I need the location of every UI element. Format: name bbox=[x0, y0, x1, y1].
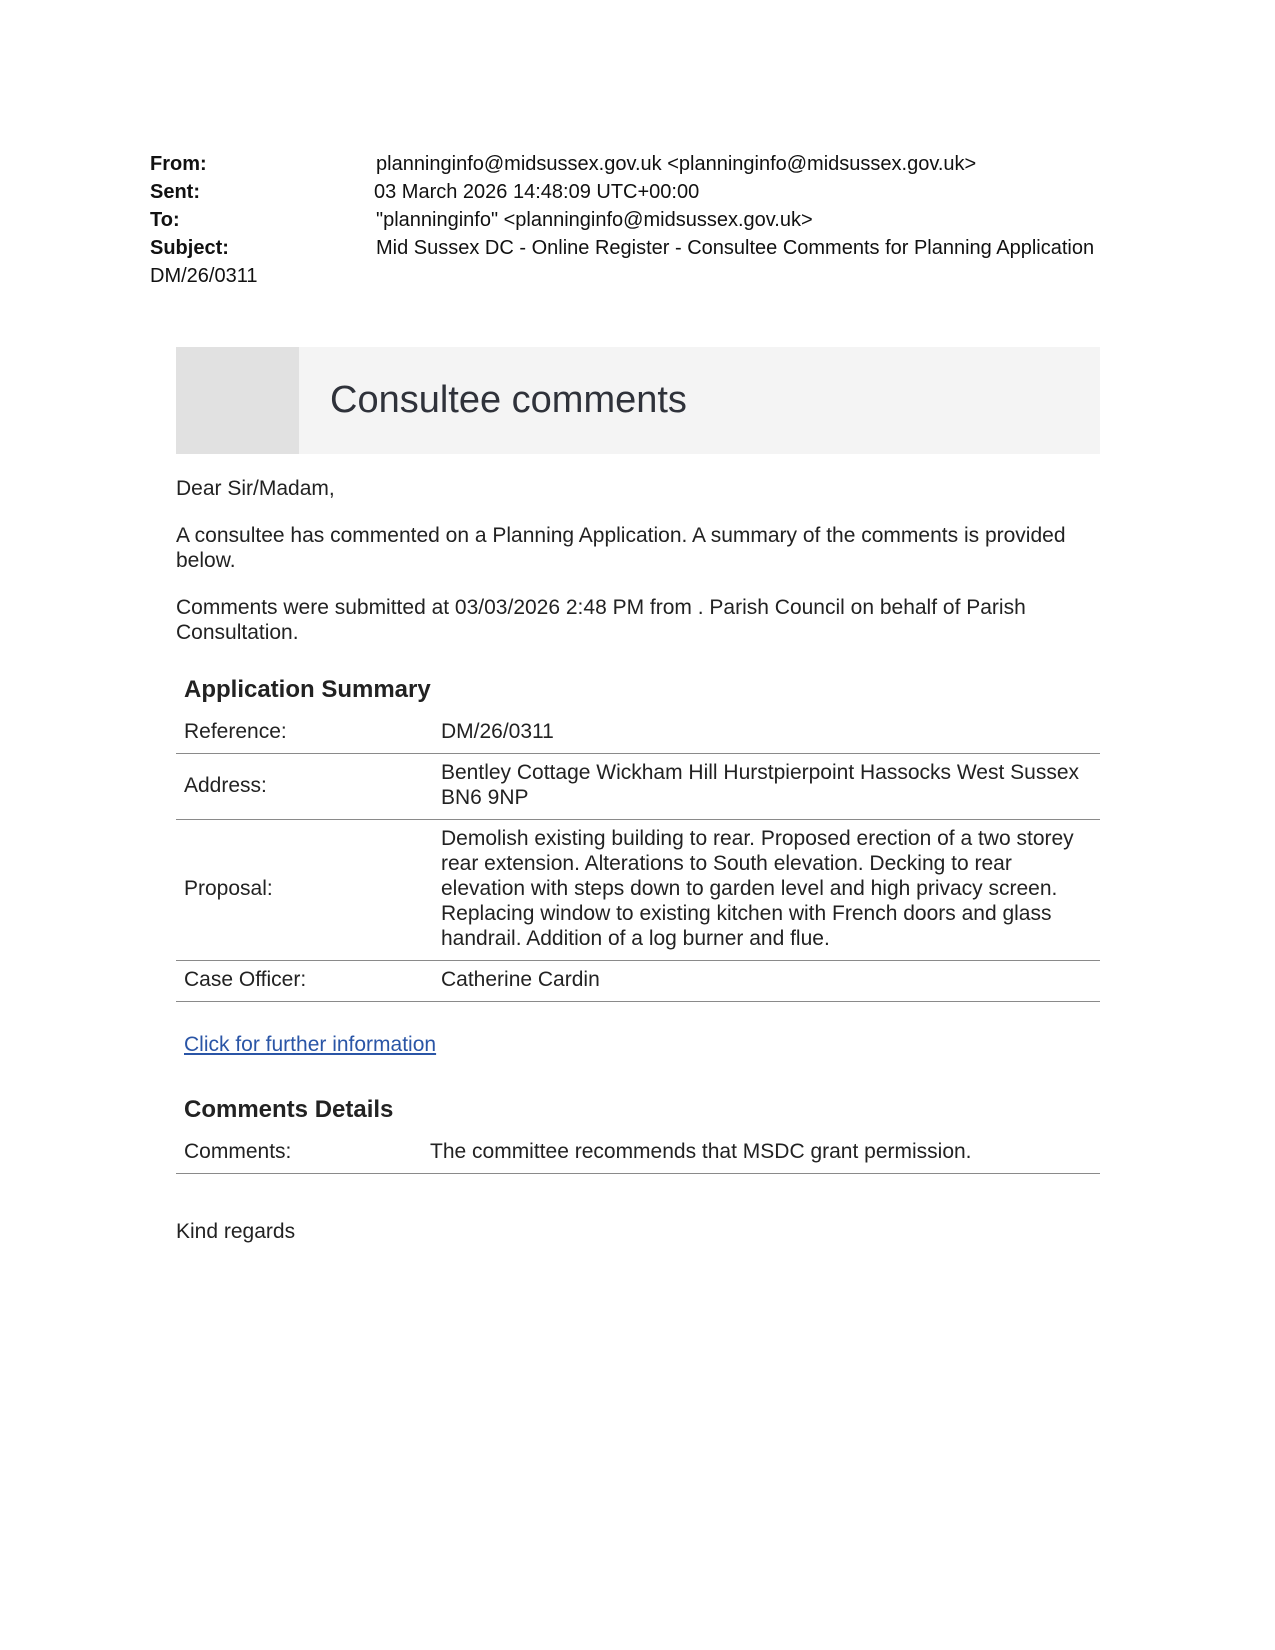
banner bbox=[176, 347, 1100, 454]
proposal-label: Proposal: bbox=[176, 820, 441, 961]
table-row bbox=[176, 820, 1100, 961]
subject-label: Subject: bbox=[150, 237, 229, 259]
application-summary-title: Application Summary bbox=[184, 676, 431, 703]
sent-row bbox=[150, 178, 1160, 206]
submitted-text: Comments were submitted at 03/03/2026 2:48 PM from . Parish Council on behalf of Parish Consultation. bbox=[176, 596, 1026, 644]
table-row bbox=[176, 961, 1100, 1002]
comments-table bbox=[176, 1133, 1100, 1174]
subject-value: Mid Sussex DC - Online Register - Consultee Comments for Planning Application bbox=[376, 237, 1095, 259]
reference-label: Reference: bbox=[176, 713, 441, 754]
address-label: Address: bbox=[176, 754, 441, 820]
further-info-link[interactable]: Click for further information bbox=[184, 1033, 437, 1056]
subject-overflow: DM/26/0311 bbox=[150, 265, 258, 287]
subject-row bbox=[150, 234, 1160, 262]
from-row bbox=[150, 150, 1160, 178]
address-value: Bentley Cottage Wickham Hill Hurstpierpoint Hassocks West Sussex BN6 9NP bbox=[441, 754, 1100, 820]
intro-text: A consultee has commented on a Planning Application. A summary of the comments is provided below. bbox=[176, 524, 1066, 572]
sent-value: 03 March 2026 14:48:09 UTC+00:00 bbox=[374, 181, 700, 203]
reference-value: DM/26/0311 bbox=[441, 713, 1100, 754]
comments-details-title: Comments Details bbox=[184, 1096, 394, 1123]
from-value: planninginfo@midsussex.gov.uk <planninginfo@midsussex.gov.uk> bbox=[376, 153, 977, 175]
from-label: From: bbox=[150, 153, 207, 175]
comments-value: The committee recommends that MSDC grant permission. bbox=[430, 1133, 1100, 1174]
application-summary-table bbox=[176, 713, 1100, 1002]
sign-off: Kind regards bbox=[176, 1220, 296, 1243]
table-row bbox=[176, 1133, 1100, 1174]
to-row bbox=[150, 206, 1160, 234]
table-row bbox=[176, 713, 1100, 754]
greeting: Dear Sir/Madam, bbox=[176, 477, 335, 500]
page-title: Consultee comments bbox=[330, 379, 687, 421]
case-officer-label: Case Officer: bbox=[176, 961, 441, 1002]
sent-label: Sent: bbox=[150, 181, 200, 203]
comments-label: Comments: bbox=[176, 1133, 430, 1174]
email-header bbox=[150, 150, 1160, 290]
to-label: To: bbox=[150, 209, 180, 231]
email-body bbox=[176, 347, 1100, 1244]
further-info-wrap bbox=[176, 1032, 1100, 1058]
table-row bbox=[176, 754, 1100, 820]
proposal-value: Demolish existing building to rear. Proposed erection of a two storey rear extension. Alterations to South elevation. Decking to rear elevation with steps down to garden level and high privacy screen. Replacing window to existing kitchen with French doors and glass handrail. Addition of a log burner and flue. bbox=[441, 820, 1100, 961]
banner-logo-area bbox=[176, 347, 299, 454]
to-value: "planninginfo" <planninginfo@midsussex.gov.uk> bbox=[376, 209, 813, 231]
case-officer-value: Catherine Cardin bbox=[441, 961, 1100, 1002]
